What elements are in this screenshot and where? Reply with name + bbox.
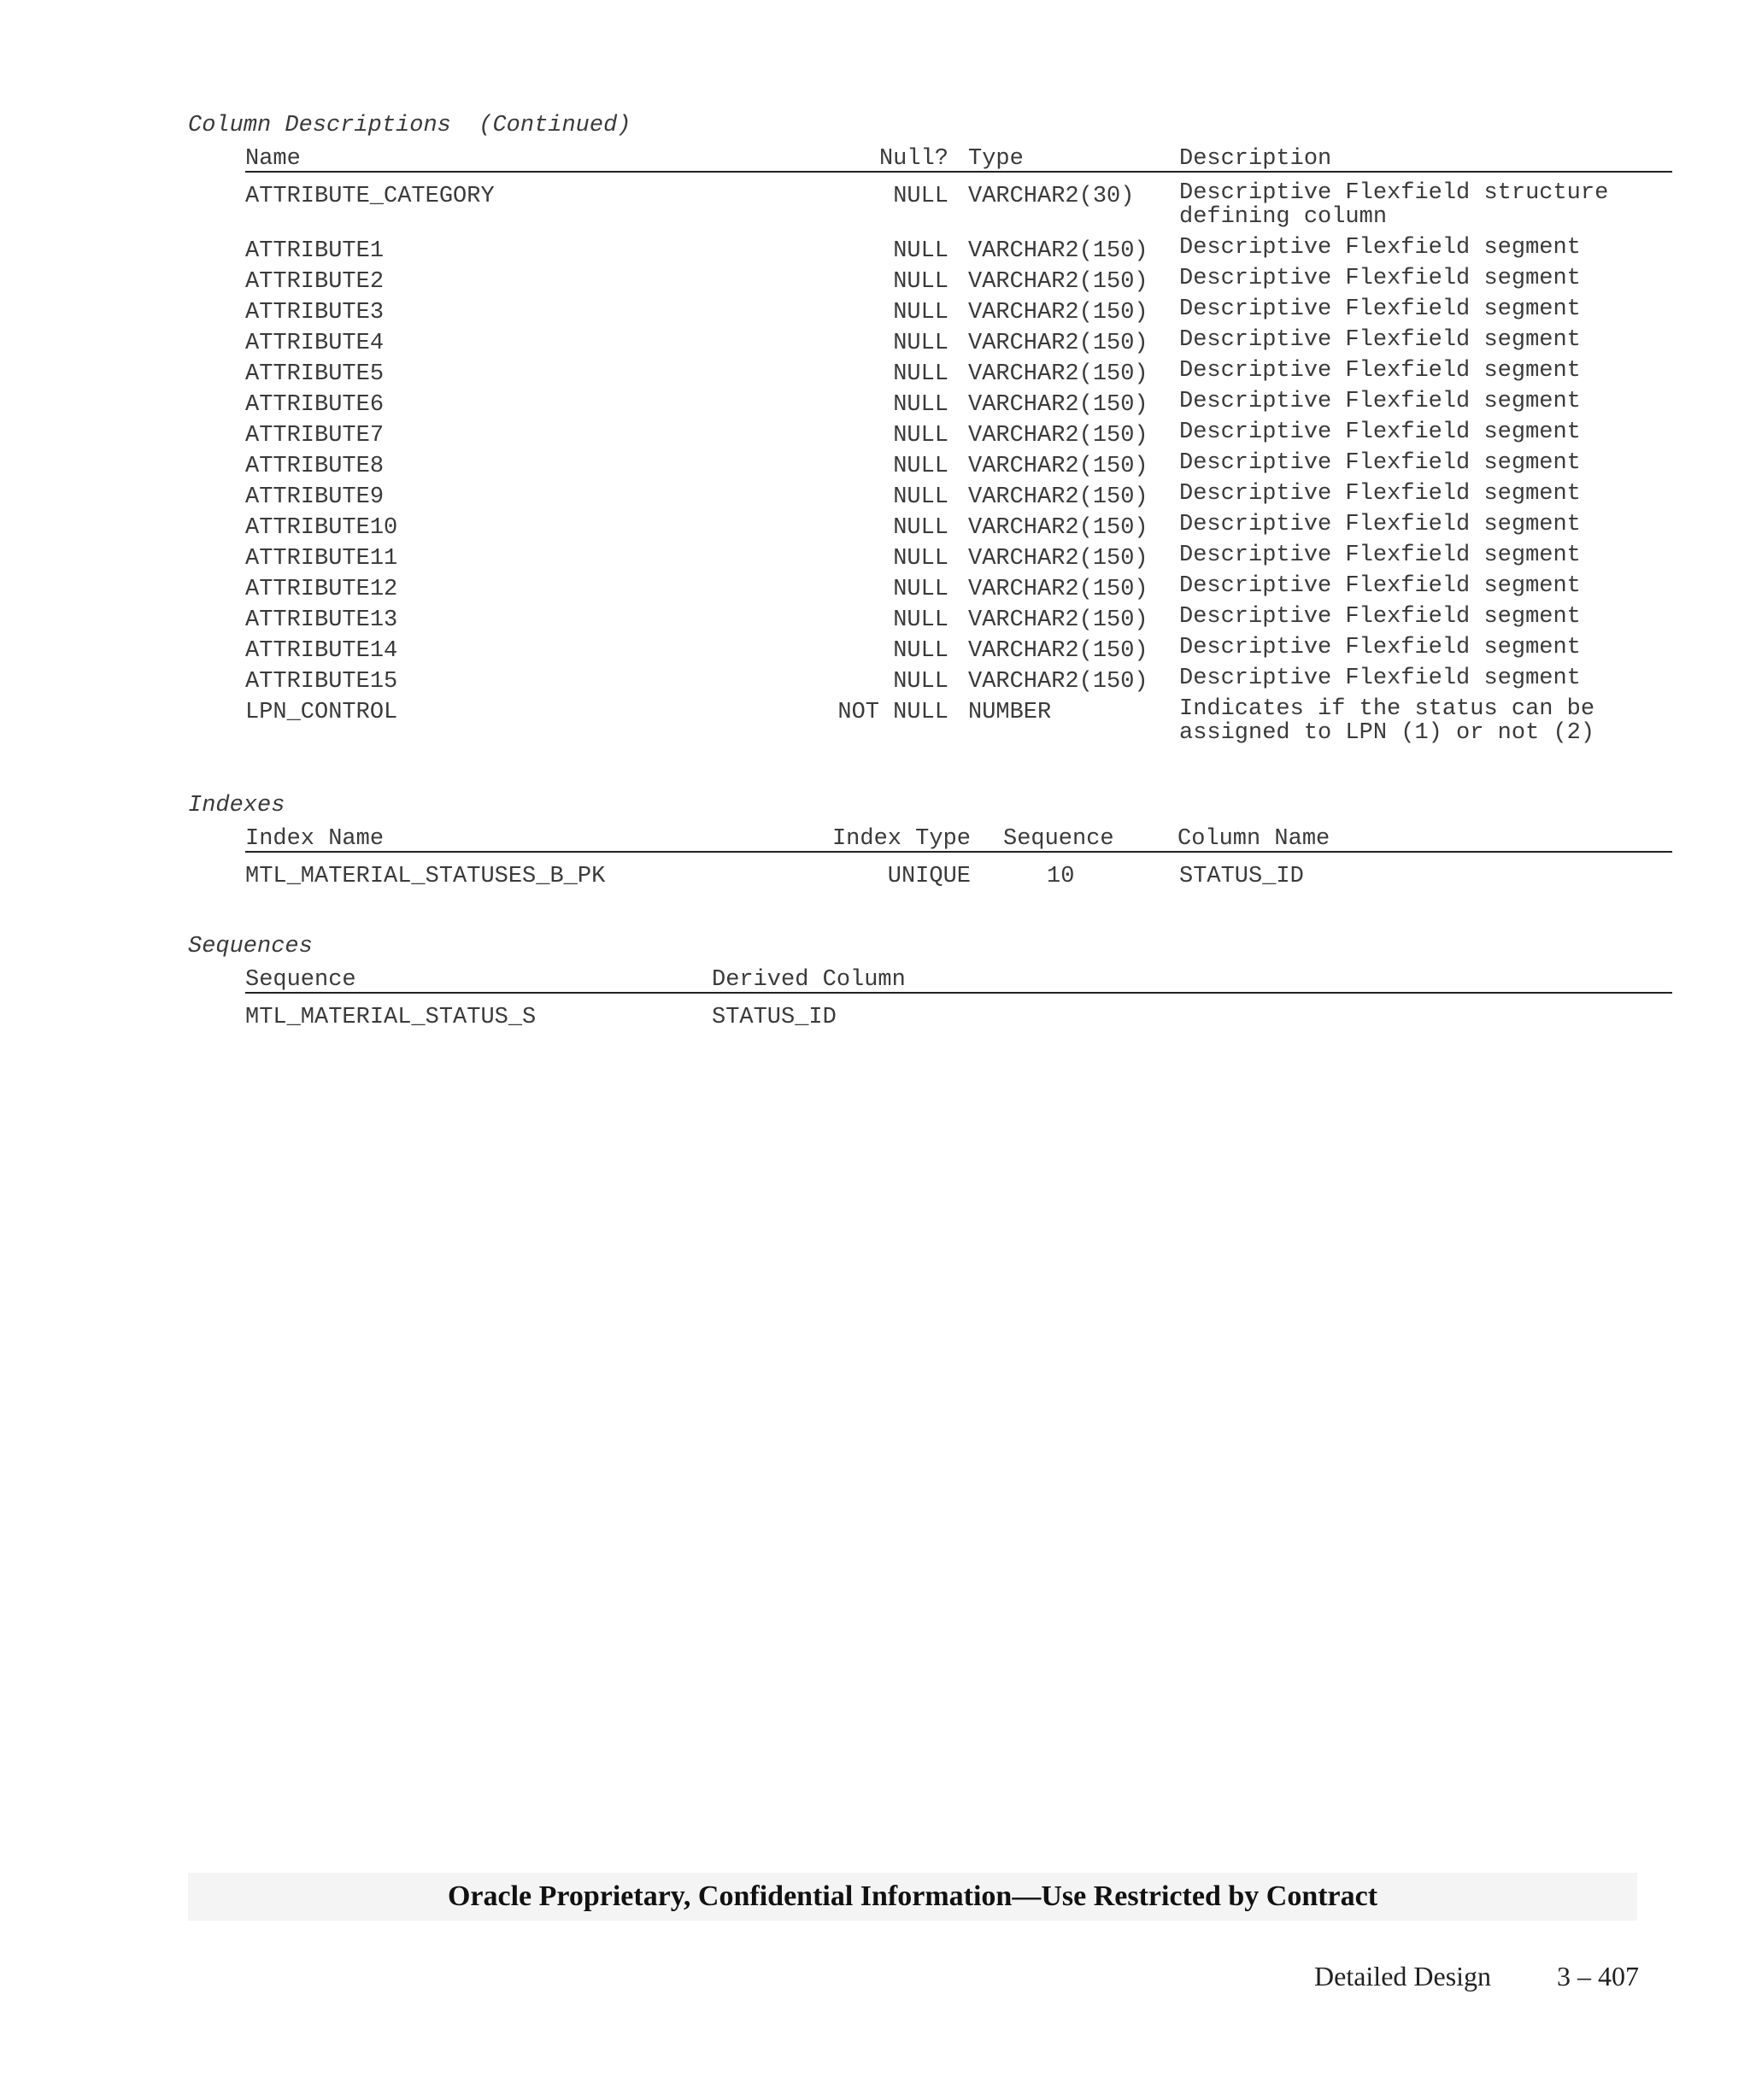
column-description-cell: Descriptive Flexfield segment: [1179, 481, 1581, 507]
column-name-cell: ATTRIBUTE9: [245, 484, 385, 510]
column-description-cell: Descriptive Flexfield segment: [1179, 296, 1581, 322]
column-name-cell: ATTRIBUTE13: [245, 607, 398, 633]
column-description-cont: defining column: [1179, 204, 1388, 230]
column-descriptions-heading: [188, 113, 631, 138]
continued-label: (Continued): [479, 113, 631, 138]
confidential-notice: Oracle Proprietary, Confidential Information––Use Restricted by Contract: [447, 1880, 1378, 1912]
column-null-cell: NULL: [893, 184, 948, 209]
sequence-row-name: MTL_MATERIAL_STATUS_S: [245, 1005, 537, 1030]
column-descriptions-title: Column Descriptions: [188, 113, 451, 138]
idx-header-index-name: Index Name: [245, 826, 385, 852]
column-null-cell: NULL: [893, 392, 948, 418]
column-description-cell: Descriptive Flexfield segment: [1179, 235, 1581, 261]
column-type-cell: VARCHAR2(150): [968, 607, 1148, 633]
col-header-description: Description: [1179, 146, 1332, 172]
idx-header-sequence: Sequence: [1003, 826, 1114, 852]
column-type-cell: VARCHAR2(150): [968, 638, 1148, 664]
column-description-cont: assigned to LPN (1) or not (2): [1179, 720, 1595, 746]
column-name-cell: ATTRIBUTE3: [245, 300, 385, 326]
column-type-cell: VARCHAR2(150): [968, 361, 1148, 387]
section-name: Detailed Design: [1314, 1961, 1492, 1991]
column-header-rule: [245, 171, 1672, 173]
column-description-cell: Descriptive Flexfield segment: [1179, 512, 1581, 537]
column-null-cell: NULL: [893, 269, 948, 295]
column-name-cell: ATTRIBUTE2: [245, 269, 385, 295]
column-type-cell: VARCHAR2(150): [968, 546, 1148, 572]
column-type-cell: NUMBER: [968, 700, 1052, 725]
column-description-cell: Descriptive Flexfield segment: [1179, 266, 1581, 291]
sequences-title: Sequences: [188, 934, 313, 959]
column-description-cell: Descriptive Flexfield segment: [1179, 358, 1581, 384]
column-null-cell: NOT NULL: [837, 700, 948, 725]
column-null-cell: NULL: [893, 300, 948, 326]
column-description-cell: Descriptive Flexfield segment: [1179, 419, 1581, 445]
column-null-cell: NULL: [893, 669, 948, 695]
column-name-cell: ATTRIBUTE1: [245, 238, 385, 264]
column-type-cell: VARCHAR2(150): [968, 331, 1148, 356]
column-description-cell: Descriptive Flexfield segment: [1179, 635, 1581, 660]
column-type-cell: VARCHAR2(150): [968, 269, 1148, 295]
seq-header-sequence: Sequence: [245, 967, 356, 993]
column-type-cell: VARCHAR2(150): [968, 238, 1148, 264]
column-description-cell: Descriptive Flexfield segment: [1179, 389, 1581, 414]
column-null-cell: NULL: [893, 454, 948, 479]
column-name-cell: ATTRIBUTE_CATEGORY: [245, 184, 495, 209]
column-null-cell: NULL: [893, 331, 948, 356]
seq-header-derived-column: Derived Column: [712, 967, 906, 993]
column-name-cell: ATTRIBUTE10: [245, 515, 398, 541]
indexes-header-rule: [245, 851, 1672, 853]
column-name-cell: ATTRIBUTE7: [245, 423, 385, 449]
column-null-cell: NULL: [893, 423, 948, 449]
column-null-cell: NULL: [893, 515, 948, 541]
column-name-cell: ATTRIBUTE12: [245, 577, 398, 602]
column-description-cell: Descriptive Flexfield structure: [1179, 180, 1609, 206]
column-name-cell: ATTRIBUTE5: [245, 361, 385, 387]
sequences-header-rule: [245, 992, 1672, 994]
column-type-cell: VARCHAR2(150): [968, 515, 1148, 541]
column-description-cell: Descriptive Flexfield segment: [1179, 543, 1581, 568]
column-null-cell: NULL: [893, 607, 948, 633]
col-header-type: Type: [968, 146, 1024, 172]
idx-header-index-type: Index Type: [831, 826, 971, 852]
col-header-name: Name: [245, 146, 301, 172]
column-name-cell: ATTRIBUTE15: [245, 669, 398, 695]
page-number: 3 – 407: [1557, 1961, 1639, 1991]
index-row-column: STATUS_ID: [1179, 864, 1304, 889]
column-null-cell: NULL: [893, 638, 948, 664]
column-name-cell: ATTRIBUTE11: [245, 546, 398, 572]
indexes-title: Indexes: [188, 793, 285, 818]
column-name-cell: ATTRIBUTE4: [245, 331, 385, 356]
column-null-cell: NULL: [893, 484, 948, 510]
column-name-cell: LPN_CONTROL: [245, 700, 398, 725]
column-description-cell: Descriptive Flexfield segment: [1179, 604, 1581, 630]
column-type-cell: VARCHAR2(150): [968, 669, 1148, 695]
index-row-name: MTL_MATERIAL_STATUSES_B_PK: [245, 864, 606, 889]
column-type-cell: VARCHAR2(150): [968, 392, 1148, 418]
column-name-cell: ATTRIBUTE8: [245, 454, 385, 479]
column-type-cell: VARCHAR2(150): [968, 454, 1148, 479]
col-header-null: Null?: [878, 146, 948, 172]
index-row-sequence: 10: [1047, 864, 1075, 889]
column-type-cell: VARCHAR2(150): [968, 300, 1148, 326]
column-description-cell: Descriptive Flexfield segment: [1179, 450, 1581, 476]
column-type-cell: VARCHAR2(30): [968, 184, 1135, 209]
column-null-cell: NULL: [893, 361, 948, 387]
column-null-cell: NULL: [893, 546, 948, 572]
sequence-row-derived-column: STATUS_ID: [712, 1005, 837, 1030]
column-description-cell: Descriptive Flexfield segment: [1179, 573, 1581, 599]
column-type-cell: VARCHAR2(150): [968, 577, 1148, 602]
column-type-cell: VARCHAR2(150): [968, 484, 1148, 510]
idx-header-column-name: Column Name: [1177, 826, 1330, 852]
column-type-cell: VARCHAR2(150): [968, 423, 1148, 449]
column-name-cell: ATTRIBUTE6: [245, 392, 385, 418]
column-description-cell: Descriptive Flexfield segment: [1179, 666, 1581, 691]
column-description-cell: Descriptive Flexfield segment: [1179, 327, 1581, 353]
column-null-cell: NULL: [893, 238, 948, 264]
index-row-type: UNIQUE: [887, 864, 971, 889]
column-null-cell: NULL: [893, 577, 948, 602]
column-description-cell: Indicates if the status can be: [1179, 696, 1595, 722]
column-name-cell: ATTRIBUTE14: [245, 638, 398, 664]
